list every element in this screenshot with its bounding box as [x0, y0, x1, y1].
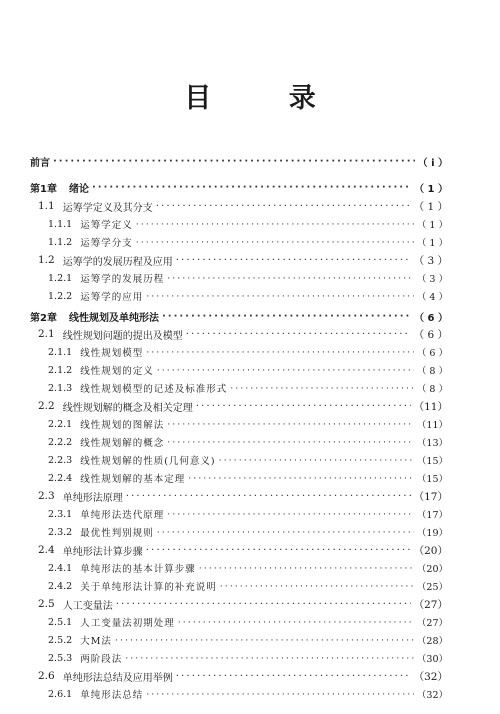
toc-entry-label: 大M法 — [80, 636, 112, 647]
toc-entry-page: （25） — [416, 582, 448, 593]
toc-entry[interactable] — [30, 269, 448, 287]
toc-entry-label: 绪论 — [68, 183, 89, 195]
toc-entry-page: （27） — [413, 598, 448, 611]
leader-dots — [146, 347, 414, 358]
toc-entry-number: 2.5.1 — [48, 616, 73, 628]
toc-entry[interactable] — [30, 197, 448, 215]
leader-dots — [176, 254, 411, 266]
toc-entry-label: 线性规划的图解法 — [80, 420, 165, 431]
toc-entry-label: 线性规划解的概念及相关定理 — [62, 402, 193, 414]
leader-dots — [146, 291, 414, 302]
leader-dots — [126, 490, 411, 502]
toc-entry-number: 2.6 — [38, 670, 55, 682]
toc-entry-label: 线性规划模型的记述及标准形式 — [80, 384, 228, 395]
toc-entry-number: 1.1.2 — [48, 236, 73, 248]
toc-entry-page: （15） — [416, 456, 448, 467]
leader-dots — [125, 653, 414, 664]
leader-dots — [167, 509, 414, 520]
toc-entry-page: （ 1 ） — [414, 183, 448, 195]
toc-entry-label: 两阶段法 — [80, 654, 123, 665]
toc-entry-label: 运筹学定义及其分支 — [62, 202, 153, 214]
toc-entry[interactable] — [30, 487, 448, 505]
toc-entry-page: （20） — [416, 564, 448, 575]
toc-entry-number: 2.1.2 — [48, 364, 73, 376]
toc-entry-page: （32） — [416, 690, 448, 701]
toc-entry-number: 1.1 — [38, 200, 55, 212]
toc-entry[interactable] — [30, 541, 448, 559]
leader-dots — [146, 544, 411, 556]
toc-entry-number: 1.2.2 — [48, 290, 73, 302]
toc-entry-number: 2.2.1 — [48, 418, 73, 430]
toc-entry[interactable] — [30, 577, 448, 595]
leader-dots — [156, 200, 411, 212]
toc-entry-page: （20） — [413, 544, 448, 557]
toc-entry[interactable] — [30, 451, 448, 469]
toc-entry-page: （ 1 ） — [416, 220, 448, 231]
toc-entry-label: 人工变量法初期处理 — [80, 618, 175, 629]
toc-entry-page: （17） — [416, 510, 448, 521]
toc-entry[interactable] — [30, 152, 448, 170]
toc-entry-page: （ 6 ） — [416, 348, 448, 359]
toc-entry-label: 线性规划解的性质(几何意义) — [80, 456, 216, 467]
toc-entry-page: （11） — [416, 420, 448, 431]
toc-entry-number: 2.4.2 — [48, 580, 73, 592]
leader-dots — [230, 383, 414, 394]
toc-entry-label: 运筹学的发展历程及应用 — [62, 256, 173, 268]
toc-entry[interactable] — [30, 361, 448, 379]
leader-dots — [136, 219, 414, 230]
toc-entry-page: （32） — [413, 670, 448, 683]
toc-entry[interactable] — [30, 667, 448, 685]
toc-entry-label: 线性规划的定义 — [80, 366, 154, 377]
toc-entry[interactable] — [30, 397, 448, 415]
toc-entry[interactable] — [30, 287, 448, 305]
leader-dots — [92, 182, 411, 193]
toc-entry-number: 2.1.1 — [48, 346, 73, 358]
toc-entry[interactable] — [30, 559, 448, 577]
toc-entry[interactable] — [30, 415, 448, 433]
leader-dots — [196, 400, 411, 412]
toc-entry-label: 线性规划及单纯形法 — [68, 312, 159, 324]
toc-entry-number: 2.4.1 — [48, 562, 73, 574]
toc-entry-page: （27） — [416, 618, 448, 629]
leader-dots — [167, 419, 414, 430]
toc-entry[interactable] — [30, 215, 448, 233]
toc-entry-label: 单纯形法总结 — [80, 690, 144, 701]
toc-entry[interactable] — [30, 613, 448, 631]
toc-entry[interactable] — [30, 649, 448, 667]
toc-entry-label: 最优性判别规则 — [80, 528, 154, 539]
toc-entry-number: 2.2.3 — [48, 454, 73, 466]
toc-entry-number: 2.5 — [38, 598, 55, 610]
toc-entry-label: 运筹学的发展历程 — [80, 274, 165, 285]
toc-entry-number: 2.1 — [38, 328, 55, 340]
toc-entry-page: （ 8 ） — [416, 384, 448, 395]
leader-dots — [157, 527, 414, 538]
toc-entry-number: 2.5.2 — [48, 634, 73, 646]
leader-dots — [167, 437, 414, 448]
toc-entry-page: （ 1 ） — [413, 200, 448, 213]
toc-entry-label: 线性规划问题的提出及模型 — [62, 330, 183, 342]
toc-entry-page: （19） — [416, 528, 448, 539]
toc-entry-label: 运筹学分支 — [80, 238, 133, 249]
leader-dots — [176, 670, 411, 682]
leader-dots — [186, 328, 411, 340]
toc-entry-page: （17） — [413, 490, 448, 503]
toc-entry-page: （ 6 ） — [414, 312, 448, 324]
toc-entry[interactable] — [30, 595, 448, 613]
toc-entry-label: 线性规划模型 — [80, 348, 144, 359]
toc-entry[interactable] — [30, 433, 448, 451]
toc-entry[interactable] — [30, 307, 448, 325]
toc-entry-label: 运筹学定义 — [80, 220, 133, 231]
leader-dots — [116, 598, 411, 610]
leader-dots — [188, 473, 414, 484]
toc-entry-label: 单纯形法迭代原理 — [80, 510, 165, 521]
toc-entry[interactable] — [30, 178, 448, 196]
leader-dots — [219, 455, 414, 466]
toc-entry[interactable] — [30, 505, 448, 523]
toc-entry-label: 前言 — [30, 157, 50, 169]
toc-entry-number: 2.3.1 — [48, 508, 73, 520]
leader-dots — [53, 156, 415, 167]
toc-entry-label: 单纯形法原理 — [62, 492, 123, 504]
toc-entry-page: （28） — [416, 636, 448, 647]
toc-entry-number: 2.2.2 — [48, 436, 73, 448]
leader-dots — [162, 311, 411, 322]
toc-entry[interactable] — [30, 251, 448, 269]
toc-entry-label: 单纯形法的基本计算步骤 — [80, 564, 196, 575]
toc-entry[interactable] — [30, 523, 448, 541]
toc-entry-number: 2.2.4 — [48, 472, 73, 484]
toc-entry-number: 1.1.1 — [48, 218, 73, 230]
leader-dots — [136, 237, 414, 248]
toc-entry-number: 2.5.3 — [48, 652, 73, 664]
leader-dots — [220, 581, 414, 592]
toc-entry-number: 2.6.1 — [48, 688, 73, 700]
toc-entry-page: （ 6 ） — [413, 328, 448, 341]
toc-entry[interactable] — [30, 685, 448, 703]
toc-entry-number: 2.3.2 — [48, 526, 73, 538]
toc-entry-label: 单纯形法计算步骤 — [62, 546, 143, 558]
toc-entry-number: 2.4 — [38, 544, 55, 556]
toc-entry[interactable] — [30, 343, 448, 361]
leader-dots — [157, 365, 414, 376]
toc-entry[interactable] — [30, 379, 448, 397]
toc-entry-label: 人工变量法 — [62, 600, 113, 612]
toc-entry-number: 1.2.1 — [48, 272, 73, 284]
toc-entry-page: （30） — [416, 654, 448, 665]
leader-dots — [167, 273, 414, 284]
toc-entry-page: （ 3 ） — [413, 254, 448, 267]
toc-entry-number: 第1章 — [30, 183, 57, 195]
toc-entry-number: 2.1.3 — [48, 382, 73, 394]
toc-entry-page: （ 8 ） — [416, 366, 448, 377]
toc-entry[interactable] — [30, 631, 448, 649]
toc-entry[interactable] — [30, 325, 448, 343]
toc-entry-label: 线性规划解的概念 — [80, 438, 165, 449]
toc-entry[interactable] — [30, 233, 448, 251]
toc-entry-label: 关于单纯形法计算的补充说明 — [80, 582, 217, 593]
leader-dots — [115, 635, 414, 646]
toc-entry-number: 1.2 — [38, 254, 55, 266]
toc-entry-page: （13） — [416, 438, 448, 449]
leader-dots — [146, 689, 414, 700]
toc-entry-number: 2.2 — [38, 400, 55, 412]
toc-entry-page: （ ⅰ ） — [417, 157, 448, 169]
leader-dots — [199, 563, 414, 574]
toc-entry-page: （15） — [416, 474, 448, 485]
toc-entry-page: （ 4 ） — [416, 292, 448, 303]
toc-entry-page: （ 3 ） — [416, 274, 448, 285]
toc-entry-page: （11） — [413, 400, 448, 413]
page-title: 目 录 — [184, 83, 350, 114]
toc-entry[interactable] — [30, 469, 448, 487]
toc-entry-page: （ 1 ） — [416, 238, 448, 249]
toc-entry-number: 2.3 — [38, 490, 55, 502]
toc-entry-number: 第2章 — [30, 312, 57, 324]
leader-dots — [178, 617, 414, 628]
toc-entry-label: 运筹学的应用 — [80, 292, 144, 303]
toc-entry-label: 线性规划解的基本定理 — [80, 474, 186, 485]
toc-entry-label: 单纯形法总结及应用举例 — [62, 672, 173, 684]
